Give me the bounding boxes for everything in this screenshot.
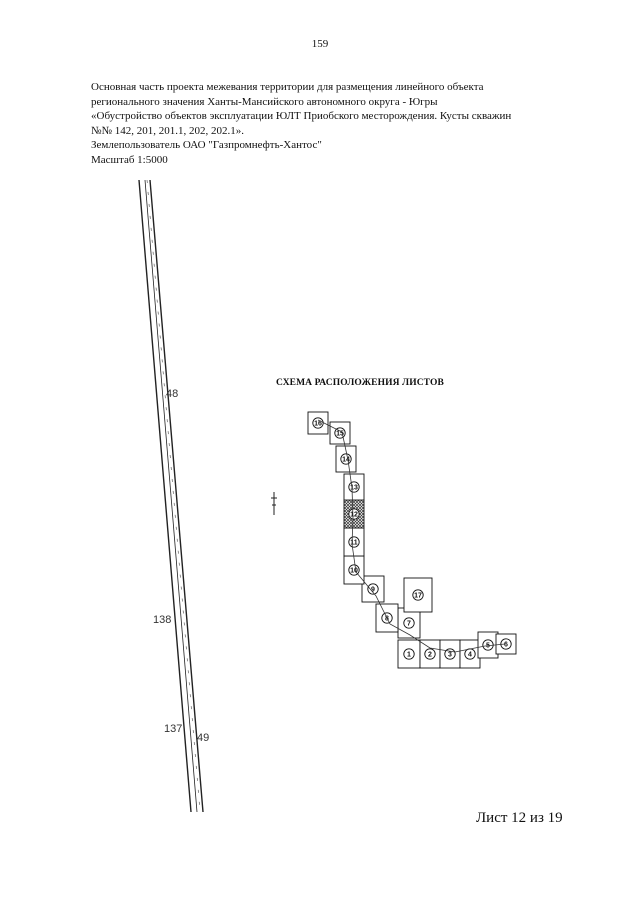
sheet-number: 9: [371, 586, 375, 594]
sheet-cell-17: [404, 578, 432, 612]
sheet-counter: Лист 12 из 19: [476, 810, 563, 826]
sheet-number: 1: [407, 651, 411, 659]
sheet-cell-13: [344, 474, 364, 500]
header-line-4: №№ 142, 201, 201.1, 202, 202.1».: [91, 124, 244, 137]
sheet-cell-3: [440, 640, 460, 668]
sheet-number: 14: [342, 456, 350, 464]
map-scale: Масштаб 1:5000: [91, 153, 168, 166]
road-label-137: 137: [164, 723, 183, 735]
sheet-cell-9: [362, 576, 384, 602]
header-line-3: «Обустройство объектов эксплуатации ЮЛТ Приобского месторождения. Кусты скважин: [91, 110, 512, 123]
sheet-cell-11: [344, 528, 364, 556]
sheet-number: 7: [407, 620, 411, 628]
sheet-cell-1: [398, 640, 420, 668]
header-line-2: регионального значения Ханты-Мансийского автономного округа - Югры: [91, 95, 438, 108]
sheet-number: 4: [468, 651, 472, 659]
sheet-cell-4: [460, 640, 480, 668]
sheet-number: 8: [385, 615, 389, 623]
sheet-number: 3: [448, 651, 452, 659]
header-line-1: Основная часть проекта межевания территории для размещения линейного объекта: [91, 81, 484, 93]
sheet-number: 5: [486, 642, 490, 650]
north-arrow-icon: [271, 492, 277, 515]
sheet-cell-7: [398, 608, 420, 638]
sheet-cell-12: [344, 500, 364, 528]
sheet-number: 2: [428, 651, 432, 659]
sheet-cell-16: [308, 412, 328, 434]
scheme-title: СХЕМА РАСПОЛОЖЕНИЯ ЛИСТОВ: [276, 378, 444, 388]
sheet-number: 15: [336, 430, 344, 438]
sheet-number: 6: [504, 641, 508, 649]
page-number: 159: [311, 38, 329, 50]
sheet-number: 16: [314, 420, 322, 428]
land-user: Землепользователь ОАО "Газпромнефть-Хантос": [91, 139, 322, 152]
sheet-number: 17: [414, 592, 422, 600]
road-label-49: 49: [197, 732, 210, 744]
sheet-layout-scheme: [300, 400, 530, 680]
sheet-grid: [308, 412, 516, 668]
road-corridor: [139, 180, 203, 812]
road-label-138: 138: [153, 614, 172, 626]
sheet-number: 10: [350, 567, 358, 575]
sheet-number: 11: [350, 539, 358, 547]
road-label-48: 48: [166, 388, 179, 400]
sheet-number: 13: [350, 484, 358, 492]
sheet-cell-6: [496, 634, 516, 654]
sheet-number: 12: [350, 511, 358, 519]
sheet-cell-2: [420, 640, 440, 668]
sheet-cell-15: [330, 422, 350, 444]
